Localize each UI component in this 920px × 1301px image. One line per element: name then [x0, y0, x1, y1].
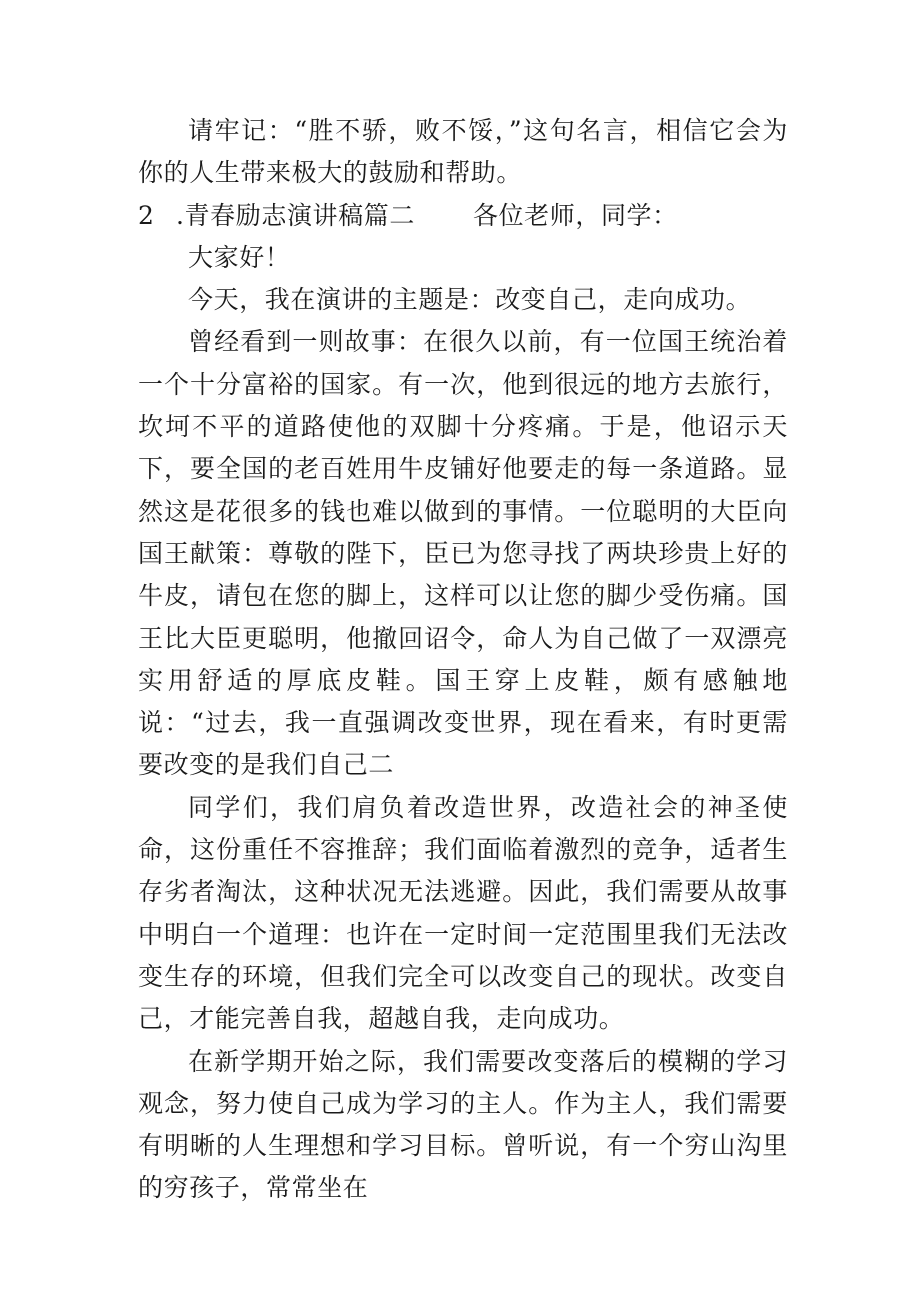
paragraph-quote: 请牢记：“胜不骄，败不馁，”这句名言，相信它会为你的人生带来极大的鼓励和帮助。: [138, 116, 788, 188]
salutation: 各位老师，同学：: [472, 200, 678, 230]
section-heading: [138, 195, 788, 237]
paragraph-topic: 今天，我在演讲的主题是：改变自己，走向成功。: [188, 285, 752, 315]
section-title: .青春励志演讲稿篇二: [176, 200, 415, 230]
paragraph-new-semester: 在新学期开始之际，我们需要改变落后的模糊的学习观念，努力使自己成为学习的主人。作为主人，我们需要有明晰的人生理想和学习目标。曾听说，有一个穷山沟里的穷孩子，常常坐在: [138, 1046, 788, 1203]
document-body: [138, 110, 788, 1210]
section-number: 2: [138, 200, 155, 230]
paragraph-story: 曾经看到一则故事：在很久以前，有一位国王统治着一个十分富裕的国家。有一次，他到很远的地方去旅行，坎坷不平的道路使他的双脚十分疼痛。于是，他诏示天下，要全国的老百姓用牛皮铺好他要走的每一条道路。显然这是花很多的钱也难以做到的事情。一位聪明的大臣向国王献策：尊敬的陛下，臣已为您寻找了两块珍贵上好的牛皮，请包在您的脚上，这样可以让您的脚少受伤痛。国王比大臣更聪明，他撤回诏令，命人为自己做了一双漂亮实用舒适的厚底皮鞋。国王穿上皮鞋，颇有感触地说：“过去，我一直强调改变世界，现在看来，有时更需要改变的是我们自己二: [138, 327, 788, 780]
paragraph-greeting: 大家好！: [188, 242, 291, 272]
paragraph-mission: 同学们，我们肩负着改造世界，改造社会的神圣使命，这份重任不容推辞；我们面临着激烈的竞争，适者生存劣者淘汰，这种状况无法逃避。因此，我们需要从故事中明白一个道理：也许在一定时间一定范围里我们无法改变生存的环境，但我们完全可以改变自己的现状。改变自己，才能完善自我，超越自我，走向成功。: [138, 792, 788, 1034]
